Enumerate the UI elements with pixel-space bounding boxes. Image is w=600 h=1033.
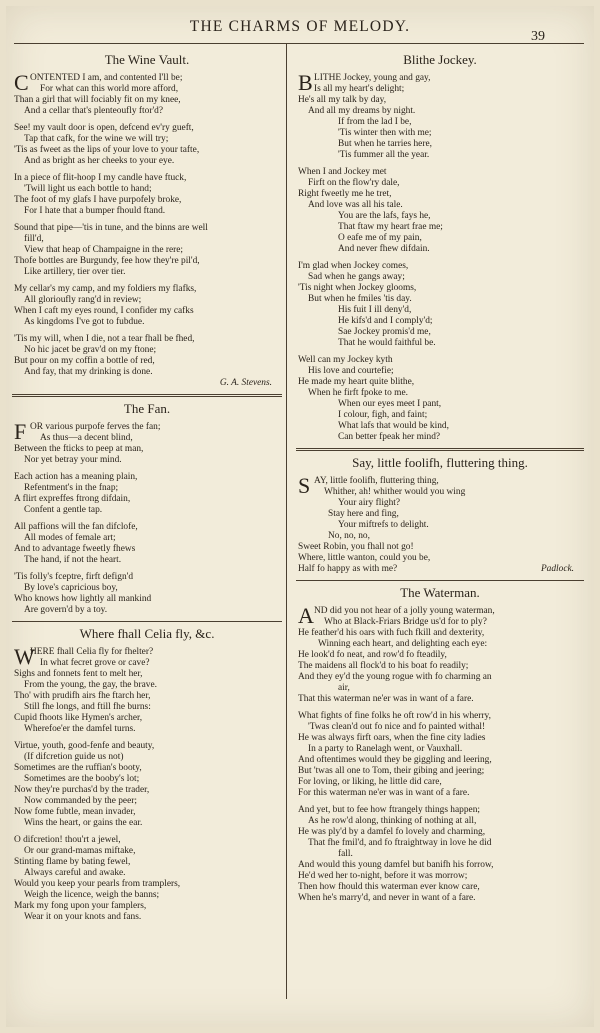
verse-line: Then how fhould this waterman ever know care, (298, 882, 480, 892)
verse-line: When I and Jockey met (298, 167, 387, 177)
verse-line: And would this young damfel but banifh his forrow, (298, 860, 494, 870)
verse-line: Cupid fhoots like Hymen's archer, (14, 713, 143, 723)
verse-line: Now fome fubtle, mean invader, (14, 807, 136, 817)
drop-cap: S (298, 473, 311, 498)
verse-line: He was always firft oars, when the fine city ladies (298, 733, 486, 743)
verse-line: From the young, the gay, the brave. (24, 680, 157, 690)
poem-title: Say, little foolifh, fluttering thing. (352, 455, 528, 470)
page-number: 39 (531, 29, 545, 44)
verse-line: View that heap of Champaigne in the rere; (24, 245, 184, 255)
verse-line: What fights of fine folks he oft row'd in his wherry, (298, 711, 491, 721)
verse-line: O difcretion! thou'rt a jewel, (14, 835, 121, 845)
verse-line: As kingdoms I've got to fubdue. (24, 317, 145, 327)
verse-line: In a piece of flit-hoop I my candle have ftuck, (14, 173, 187, 183)
opening-lines (14, 419, 280, 444)
verse-line: For I hate that a bumper fhould ftand. (24, 206, 166, 216)
drop-cap: A (298, 603, 314, 628)
verse-line: For this waterman ne'er was in want of a fare. (298, 788, 470, 798)
verse-line: Half fo happy as with me? (298, 564, 398, 574)
verse-line: (If difcretion guide us not) (24, 752, 124, 762)
opening-lines (298, 603, 582, 628)
verse-line: Than a girl that will fociably fit on my knee, (14, 95, 181, 105)
verse-line: Virtue, youth, good-fenfe and beauty, (14, 741, 155, 751)
verse-line: Each action has a meaning plain, (14, 472, 138, 482)
drop-cap: F (14, 419, 27, 444)
verse-line: He'd wed her to-night, before it was morrow; (298, 871, 468, 881)
verse-line: As thus—a decent blind, (40, 433, 133, 443)
verse-line: What lafs that would be kind, (338, 421, 449, 431)
verse-line: OR various purpofe ferves the fan; (30, 422, 161, 432)
poem-waterman (298, 585, 582, 904)
verse-line: Are govern'd by a toy. (24, 605, 108, 615)
poem-title: The Waterman. (400, 585, 480, 600)
verse-line: Your miftrefs to delight. (338, 520, 429, 530)
verse-line: O eafe me of my pain, (338, 233, 422, 243)
drop-cap: B (298, 70, 313, 95)
verse-line: Stay here and fing, (328, 509, 399, 519)
verse-line: No, no, no, (328, 531, 370, 541)
verse-line: HERE fhall Celia fly for fhelter? (30, 647, 154, 657)
verse-line: That ftaw my heart frae me; (338, 222, 443, 232)
verse-line: Your airy flight? (338, 498, 401, 508)
verse-line: For loving, or liking, he little did care, (298, 777, 442, 787)
verse-line: Well can my Jockey kyth (298, 355, 393, 365)
verse-line: Still fhe longs, and ftill fhe burns: (24, 702, 151, 712)
verse-line: When he firft fpoke to me. (308, 388, 408, 398)
verse-line: He's all my talk by day, (298, 95, 387, 105)
poem-wine-vault (14, 52, 280, 389)
verse-line: That fhe fmil'd, and fo ftraightway in love he did (308, 838, 492, 848)
verse-line: Stinting flame by bating fewel, (14, 857, 131, 867)
verse-line: And fay, that my drinking is done. (24, 367, 153, 377)
poem-title: The Wine Vault. (104, 52, 190, 67)
poem-blithe-jockey (298, 52, 582, 443)
verse-line: 'Twill light us each bottle to hand; (24, 184, 152, 194)
verse-line: Confent a gentle tap. (24, 505, 103, 515)
verse-line: He made my heart quite blithe, (298, 377, 415, 387)
running-title: THE CHARMS OF MELODY. (189, 18, 411, 35)
verse-line: Always careful and awake. (24, 868, 126, 878)
verse-line: 'Tis fummer all the year. (338, 150, 430, 160)
verse-line: He look'd fo neat, and row'd fo fteadily, (298, 650, 447, 660)
verse-line: And yet, but to fee how ftrangely things happen; (298, 805, 480, 815)
opening-lines (14, 644, 280, 669)
verse-line: And oftentimes would they be giggling and leering, (298, 755, 492, 765)
verse-line: Sae Jockey promis'd me, (338, 327, 431, 337)
verse-line: Refentment's in the fnap; (24, 483, 119, 493)
verse-line: 'Tis my will, when I die, not a tear fhall be fhed, (14, 334, 195, 344)
verse-line: See! my vault door is open, defcend ev'ry gueft, (14, 123, 194, 133)
poem-fan (14, 401, 280, 616)
verse-line: The hand, if not the heart. (24, 555, 122, 565)
verse-line: A flirt expreffes ftrong difdain, (14, 494, 131, 504)
verse-line: AY, little foolifh, fluttering thing, (314, 476, 439, 486)
verse-line: All modes of female art; (24, 533, 116, 543)
verse-line: Would you keep your pearls from tramplers, (14, 879, 181, 889)
section-divider (296, 448, 584, 451)
verse-line: By love's capricious boy, (24, 583, 118, 593)
verse-line: And all my dreams by night. (308, 106, 416, 116)
verse-line: But pour on my coffin a bottle of red, (14, 356, 155, 366)
verse-line: ND did you not hear of a jolly young waterman, (314, 606, 495, 616)
opening-lines (298, 473, 582, 498)
verse-line: And they ey'd the young rogue with fo charming an (298, 672, 492, 682)
verse-line: His love and courtefie; (308, 366, 394, 376)
verse-line: His fuit I ill deny'd, (338, 305, 412, 315)
verse-line: He kifs'd and I comply'd; (338, 316, 433, 326)
verse-line: Sometimes are the booby's lot; (24, 774, 140, 784)
verse-line: But when he tarries here, (338, 139, 432, 149)
verse-line: Sound that pipe—'tis in tune, and the binns are well (14, 223, 208, 233)
poem-title: Where fhall Celia fly, &c. (79, 626, 215, 641)
verse-line: My cellar's my camp, and my foldiers my flafks, (14, 284, 197, 294)
verse-line: He was ply'd by a damfel fo lovely and charming, (298, 827, 486, 837)
verse-line: Sad when he gangs away; (308, 272, 405, 282)
poem-foolish-thing (298, 455, 582, 575)
verse-line: As he row'd along, thinking of nothing at all, (308, 816, 477, 826)
verse-line: All glorioufly rang'd in review; (24, 295, 142, 305)
verse-line: When he's marry'd, and never in want of a fare. (298, 893, 476, 903)
verse-line: Between the fticks to peep at man, (14, 444, 144, 454)
verse-line: When our eyes meet I pant, (338, 399, 442, 409)
column-divider (286, 44, 287, 999)
verse-line: Who at Black-Friars Bridge us'd for to ply? (324, 617, 487, 627)
opening-lines (298, 70, 582, 95)
poem-title: The Fan. (123, 401, 171, 416)
verse-line: Firft on the flow'ry dale, (308, 178, 400, 188)
verse-line: Like artillery, tier over tier. (24, 267, 126, 277)
verse-line: When I caft my eyes round, I confider my cafks (14, 306, 194, 316)
verse-line: For what can this world more afford, (40, 84, 179, 94)
verse-line: The maidens all flock'd to his boat fo readily; (298, 661, 469, 671)
verse-line: That this waterman ne'er was in want of a fare. (298, 694, 474, 704)
verse-line: If from the lad I be, (338, 117, 412, 127)
verse-line: You are the lafs, fays he, (338, 211, 431, 221)
verse-line: 'Tis winter then with me; (338, 128, 432, 138)
section-divider (12, 394, 282, 397)
verse-line: Wear it on your knots and fans. (24, 912, 142, 922)
left-column (14, 48, 280, 923)
verse-line: The foot of my glafs I have purpofely broke, (14, 195, 182, 205)
verse-line: Thofe bottles are Burgundy, fee how they're pil'd, (14, 256, 200, 266)
poem-author: Padlock. (540, 564, 574, 574)
verse-line: Is all my heart's delight; (314, 84, 405, 94)
poem-celia (14, 626, 280, 923)
verse-line: Where, little wanton, could you be, (298, 553, 431, 563)
verse-line: Who knows how lightly all mankind (14, 594, 152, 604)
verse-line: That he would faithful be. (338, 338, 436, 348)
verse-line: Sweet Robin, you fhall not go! (298, 542, 414, 552)
verse-line: All paffions will the fan difclofe, (14, 522, 138, 532)
verse-line: fill'd, (24, 234, 44, 244)
section-divider (296, 580, 584, 581)
verse-line: Winning each heart, and delighting each eye: (318, 639, 488, 649)
drop-cap: C (14, 70, 29, 95)
verse-line: LITHE Jockey, young and gay, (314, 73, 431, 83)
drop-cap: W (14, 644, 35, 669)
verse-line: No hic jacet be grav'd on my ftone; (24, 345, 157, 355)
verse-line: Sighs and fonnets fent to melt her, (14, 669, 143, 679)
verse-line: ONTENTED I am, and contented I'll be; (30, 73, 183, 83)
verse-line: He feather'd his oars with fuch fkill and dexterity, (298, 628, 485, 638)
verse-line: And never fhew difdain. (338, 244, 430, 254)
verse-line: 'Tis night when Jockey glooms, (298, 283, 417, 293)
verse-line: And as bright as her cheeks to your eye. (24, 156, 175, 166)
verse-line: In a party to Ranelagh went, or Vauxhall. (308, 744, 463, 754)
verse-line: Nor yet betray your mind. (24, 455, 122, 465)
verse-line: Wherefoe'er the damfel turns. (24, 724, 136, 734)
verse-line: Right fweetly me he tret, (298, 189, 392, 199)
poem-title: Blithe Jockey. (403, 52, 477, 67)
verse-line: Now commanded by the peer; (24, 796, 137, 806)
verse-line: Wins the heart, or gains the ear. (24, 818, 143, 828)
verse-line: fall. (338, 849, 353, 859)
header-rule (14, 43, 584, 44)
verse-line: Tho' with prudifh airs fhe ftarch her, (14, 691, 151, 701)
verse-line: Tap that cafk, for the wine we will try; (24, 134, 169, 144)
verse-line: But when he fmiles 'tis day. (308, 294, 412, 304)
verse-line: Sometimes are the ruffian's booty, (14, 763, 142, 773)
right-column (298, 48, 582, 904)
verse-line: Can better fpeak her mind? (338, 432, 441, 442)
verse-line: 'Tis as fweet as the lips of your love to your tafte, (14, 145, 200, 155)
verse-line: 'Tis folly's fceptre, firft defign'd (14, 572, 134, 582)
verse-line: I'm glad when Jockey comes, (298, 261, 409, 271)
poem-author: G. A. Stevens. (219, 378, 272, 388)
verse-line: I colour, figh, and faint; (338, 410, 428, 420)
verse-line: 'Twas clean'd out fo nice and fo painted withal! (308, 722, 486, 732)
verse-line: Weigh the licence, weigh the banns; (24, 890, 160, 900)
verse-line: Mark my fong upon your famplers, (14, 901, 147, 911)
verse-line: Now they're purchas'd by the trader, (14, 785, 150, 795)
verse-line: And a cellar that's plenteoufly ftor'd? (24, 106, 164, 116)
verse-line: And to advantage fweetly fhews (14, 544, 136, 554)
verse-line: In what fecret grove or cave? (40, 658, 150, 668)
verse-line: But 'twas all one to Tom, their gibing and jeering; (298, 766, 485, 776)
verse-line: And love was all his tale. (308, 200, 403, 210)
section-divider (12, 621, 282, 622)
verse-line: Whither, ah! whither would you wing (324, 487, 466, 497)
opening-lines (14, 70, 280, 95)
verse-line: air, (338, 683, 350, 693)
verse-line: Or our grand-mamas miftake, (24, 846, 136, 856)
